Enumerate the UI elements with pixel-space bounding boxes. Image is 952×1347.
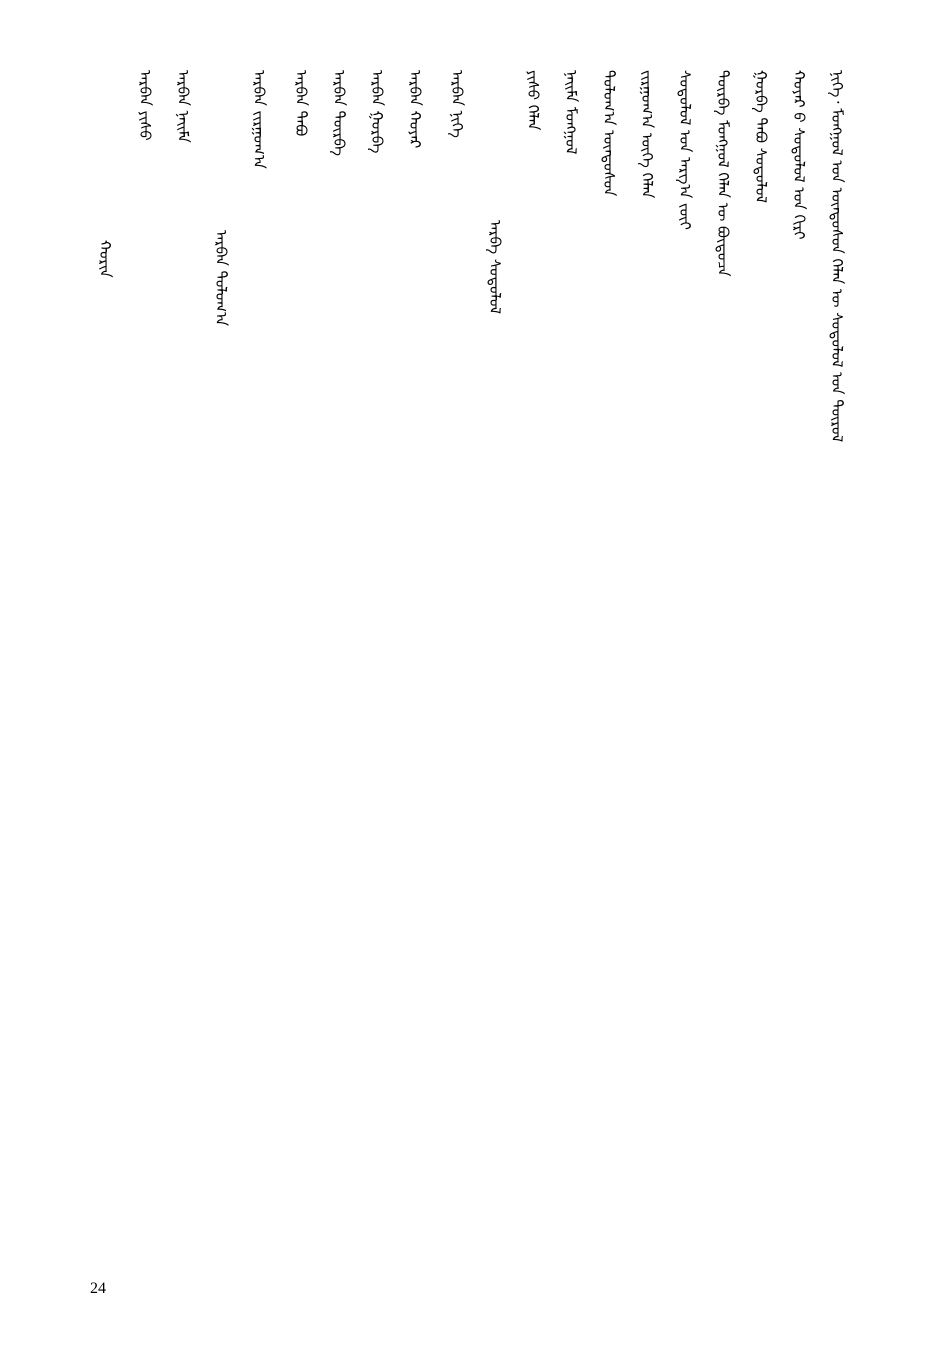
text-column-13: ᠠᠷᠪᠠᠨ ᠭᠤᠷᠪᠠ — [368, 70, 386, 154]
text-column-1: ᠨᠢᠭᠡ᠂ ᠮᠣᠩᠭᠣᠯ ᠤᠨ ᠦᠨᠳᠦᠰᠦᠨ ᠬᠡᠯᠡᠨ ᠦ ᠰᠣᠳᠤᠯᠤᠯ ᠤᠨ ᠲᠦᠷᠦᠯ — [828, 70, 846, 443]
text-column-6: ᠵᠢᠷᠭᠤᠭ᠎ᠠ ᠦᠭᠡ ᠬᠡᠯᠡᠨ — [638, 70, 656, 199]
text-column-17: ᠠᠷᠪᠠᠨ ᠳᠣᠯᠣᠭ᠎ᠠ — [212, 230, 230, 327]
text-column-12: ᠠᠷᠪᠠᠨ ᠬᠣᠶᠠᠷ — [406, 70, 424, 149]
text-column-3: ᠭᠤᠷᠪᠠ ᠲᠠᠪᠤ ᠰᠣᠳᠤᠯᠤᠯ — [752, 70, 770, 204]
page-number: 24 — [90, 1280, 106, 1297]
text-column-4: ᠳᠥᠷᠪᠡ ᠮᠣᠩᠭᠣᠯ ᠬᠡᠯᠡᠨ ᠦ ᠪᠦᠲᠦᠴᠡ — [714, 70, 732, 277]
text-column-11: ᠠᠷᠪᠠᠨ ᠨᠢᠭᠡ — [448, 70, 466, 139]
text-column-8: ᠨᠠᠢᠮᠠ ᠮᠣᠩᠭᠣᠯ — [562, 70, 580, 155]
text-column-18: ᠠᠷᠪᠠᠨ ᠨᠠᠢᠮᠠ — [174, 70, 192, 143]
text-column-14: ᠠᠷᠪᠠᠨ ᠳᠥᠷᠪᠡ — [330, 70, 348, 156]
text-column-7: ᠳᠣᠯᠣᠭ᠎ᠠ ᠦᠨᠳᠦᠰᠦᠨ — [600, 70, 618, 197]
text-column-10: ᠠᠷᠪᠠ ᠰᠣᠳᠤᠯᠤᠯ — [486, 220, 504, 315]
text-column-9: ᠶᠢᠰᠦ ᠬᠡᠯᠡᠨ — [524, 70, 542, 131]
text-column-15: ᠠᠷᠪᠠᠨ ᠲᠠᠪᠤ — [292, 70, 310, 137]
text-column-2: ᠬᠣᠶᠠᠷ ᠤ᠋ ᠰᠣᠳᠤᠯᠤᠯ ᠤᠨ ᠬᠢᠷᠢ — [790, 70, 808, 240]
text-column-20: ᠬᠣᠷᠢᠨ — [96, 240, 114, 278]
text-column-19: ᠠᠷᠪᠠᠨ ᠶᠢᠰᠦ — [136, 70, 154, 141]
text-column-5: ᠰᠣᠳᠤᠯᠤᠯ ᠤᠨ ᠠᠷᠭ᠎ᠠ ᠵᠦᠢ — [676, 70, 694, 230]
text-column-16: ᠠᠷᠪᠠᠨ ᠵᠢᠷᠭᠤᠭ᠎ᠠ — [250, 70, 268, 169]
